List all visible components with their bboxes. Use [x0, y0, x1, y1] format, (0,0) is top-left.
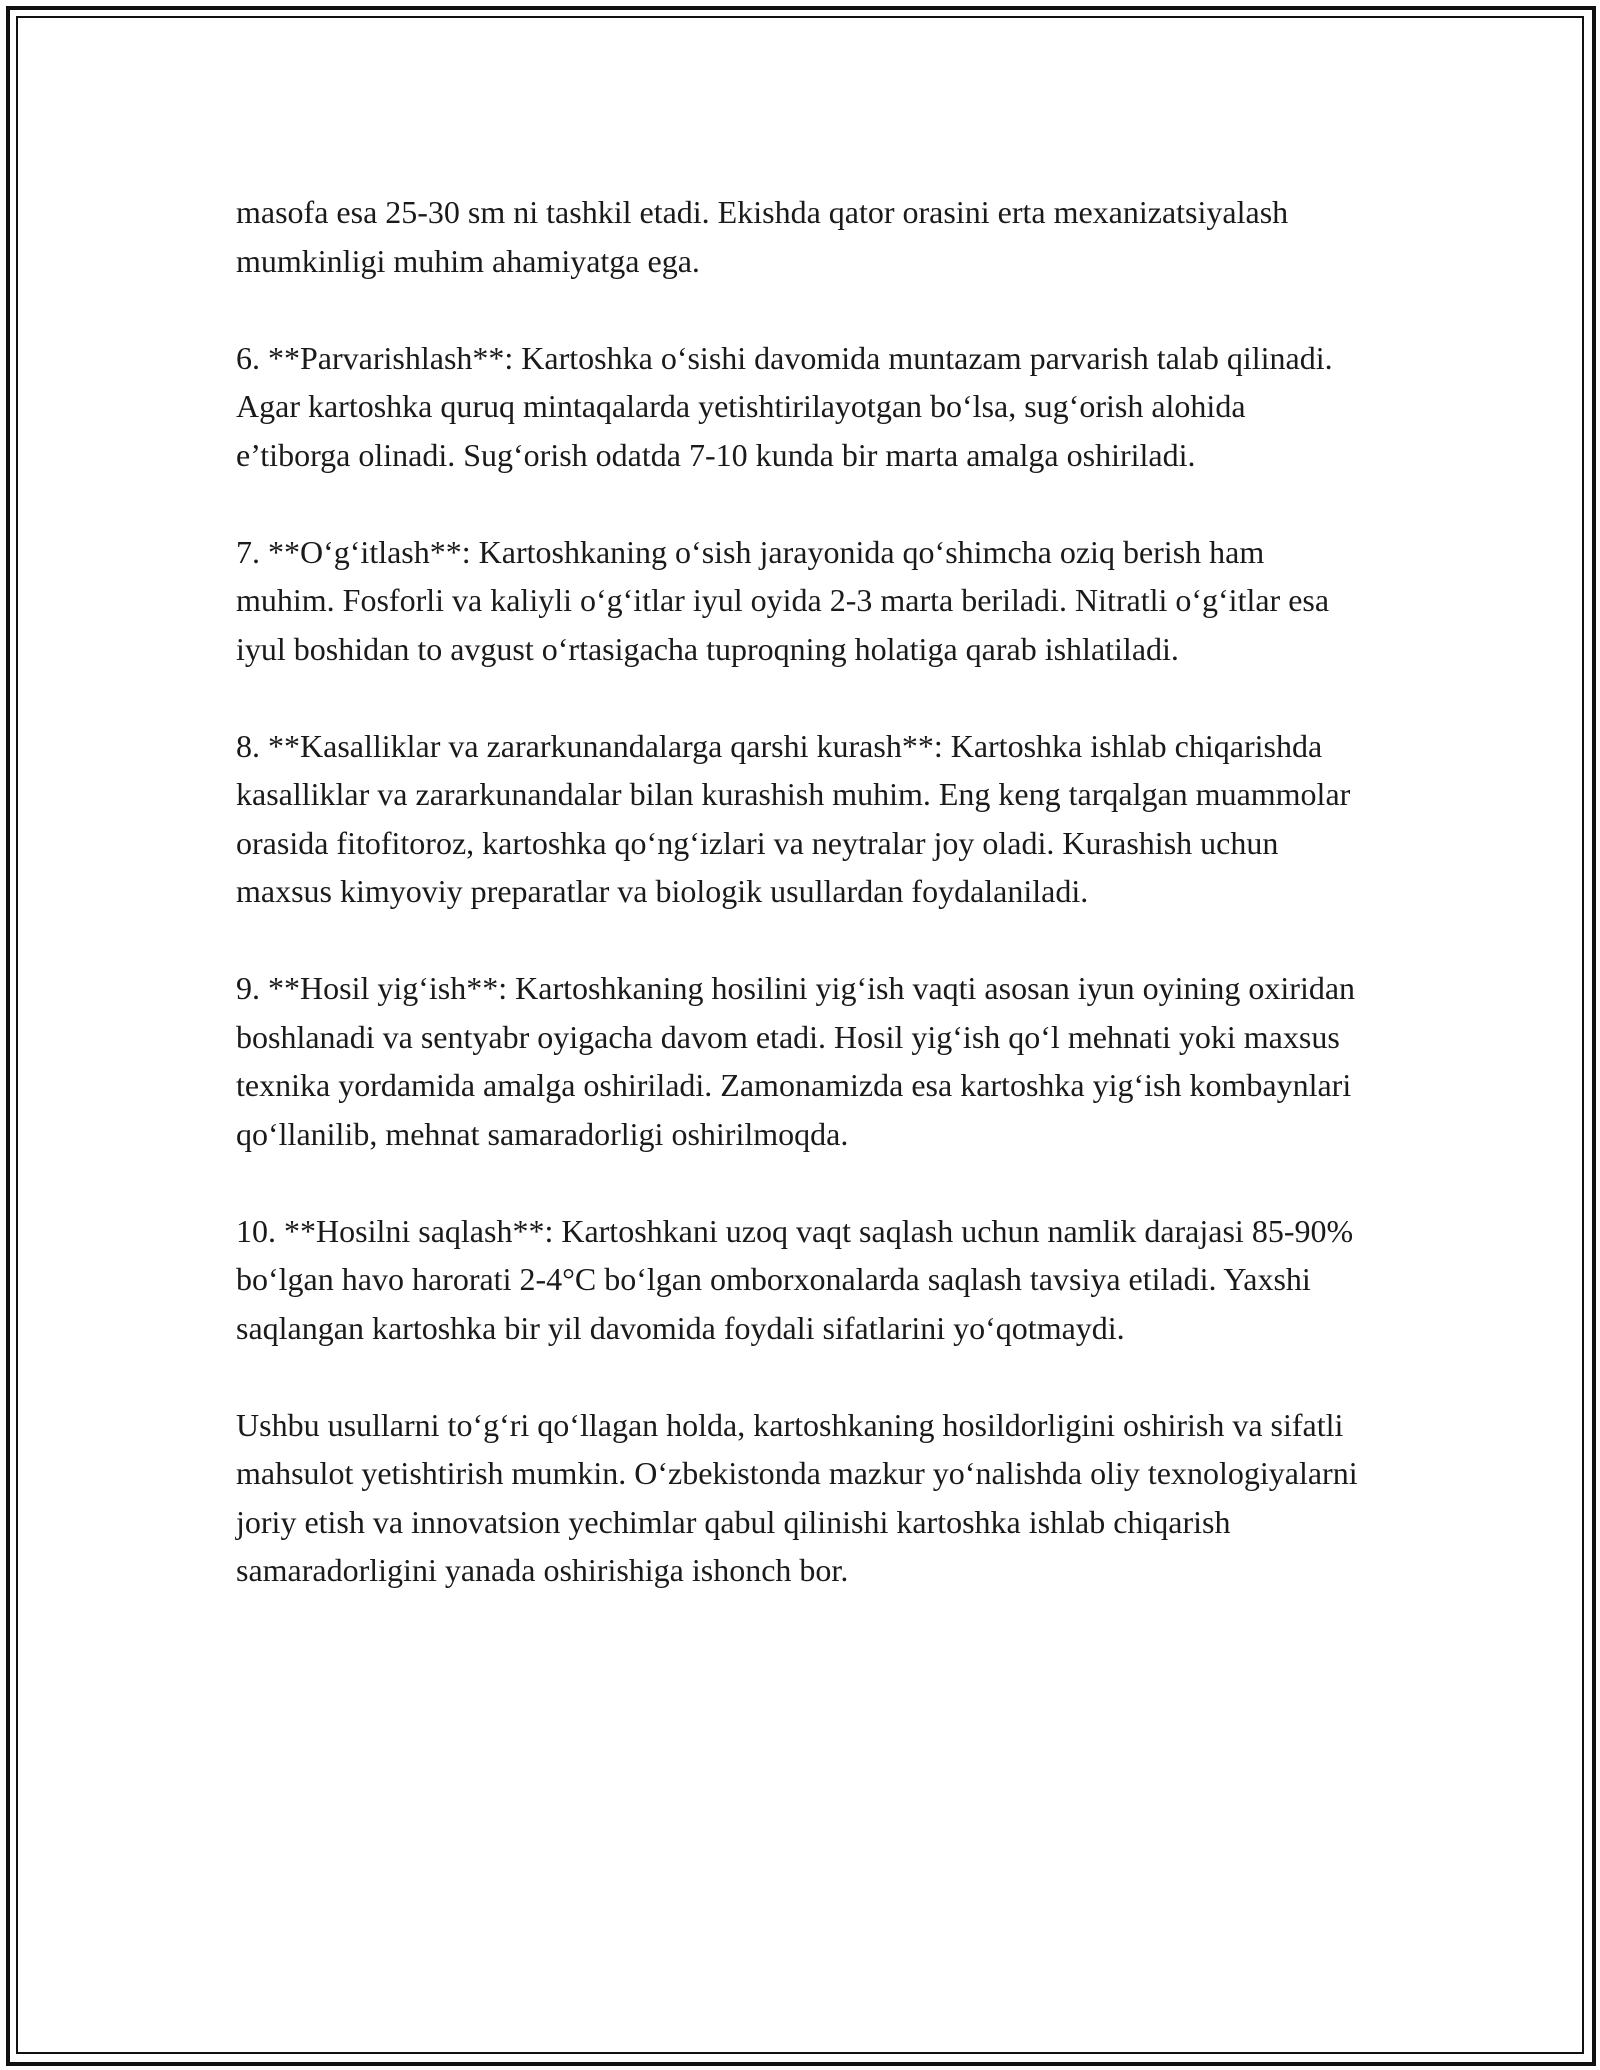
paragraph-kasalliklar: 8. **Kasalliklar va zararkunandalarga qarshi kurash**: Kartoshka ishlab chiqarishda kasalliklar va zararkunandalar bilan kurashish muhim. Eng keng tarqalgan muammolar orasida fitofitoroz, kartoshka qo‘ng‘izlari va neytralar joy oladi. Kurashish uchun maxsus kimyoviy preparatlar va biologik usullardan foydalaniladi.	[236, 727, 1351, 909]
document-body	[236, 188, 1366, 1595]
paragraph-conclusion: Ushbu usullarni to‘g‘ri qo‘llagan holda, kartoshkaning hosildorligini oshirish va sifatli mahsulot yetishtirish mumkin. O‘zbekistonda mazkur yo‘nalishda oliy texnologiyalarni joriy etish va innovatsion yechimlar qabul qilinishi kartoshka ishlab chiqarish samaradorligini yanada oshirishiga ishonch bor.	[236, 1406, 1358, 1588]
paragraph-spacing-continuation: masofa esa 25-30 sm ni tashkil etadi. Ekishda qator orasini erta mexanizatsiyalash mumkinligi muhim ahamiyatga ega.	[236, 194, 1289, 279]
paragraph-hosil-yigish: 9. **Hosil yig‘ish**: Kartoshkaning hosilini yig‘ish vaqti asosan iyun oyining oxiridan boshlanadi va sentyabr oyigacha davom etadi. Hosil yig‘ish qo‘l mehnati yoki maxsus texnika yordamida amalga oshiriladi. Zamonamizda esa kartoshka yig‘ish kombaynlari qo‘llanilib, mehnat samaradorligi oshirilmoqda.	[236, 970, 1356, 1152]
paragraph-hosilni-saqlash: 10. **Hosilni saqlash**: Kartoshkani uzoq vaqt saqlash uchun namlik darajasi 85-90% bo‘lgan havo harorati 2-4°C bo‘lgan omborxonalarda saqlash tavsiya etiladi. Yaxshi saqlangan kartoshka bir yil davomida foydali sifatlarini yo‘qotmaydi.	[236, 1212, 1354, 1346]
paragraph-ogitlash: 7. **O‘g‘itlash**: Kartoshkaning o‘sish jarayonida qo‘shimcha oziq berish ham muhim. Fosforli va kaliyli o‘g‘itlar iyul oyida 2-3 marta beriladi. Nitratli o‘g‘itlar esa iyul boshidan to avgust o‘rtasigacha tuproqning holatiga qarab ishlatiladi.	[236, 533, 1330, 667]
paragraph-parvarishlash: 6. **Parvarishlash**: Kartoshka o‘sishi davomida muntazam parvarish talab qilinadi. Agar kartoshka quruq mintaqalarda yetishtirilayotgan bo‘lsa, sug‘orish alohida e’tiborga olinadi. Sug‘orish odatda 7-10 kunda bir marta amalga oshiriladi.	[236, 339, 1333, 473]
